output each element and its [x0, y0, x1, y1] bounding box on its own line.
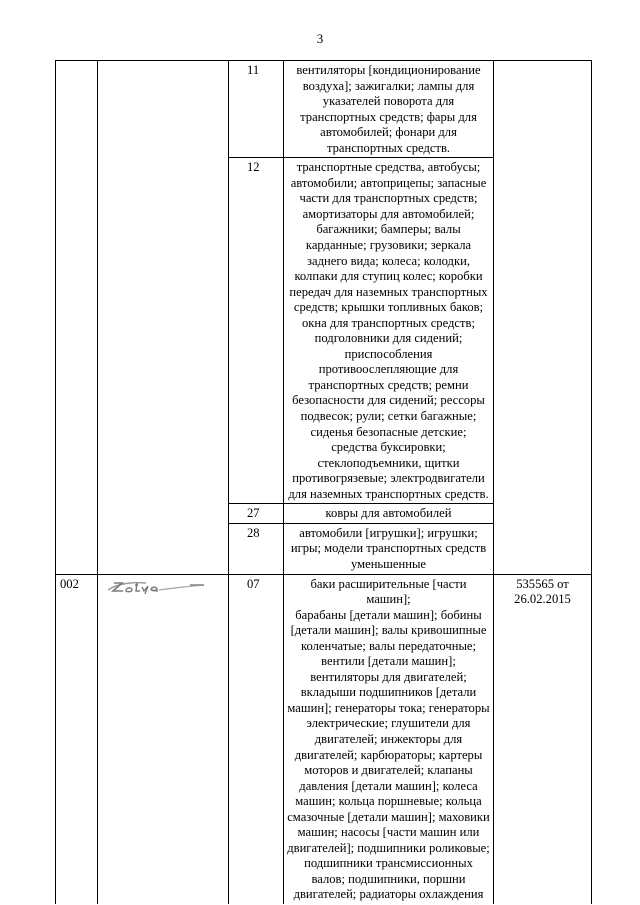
goods-line: двигателей]; подшипники роликовые;: [287, 840, 490, 855]
trademark-cell: [98, 574, 229, 904]
registration-number: 535565 от: [516, 576, 569, 591]
class-number: 11: [229, 61, 284, 158]
goods-list: автомобили [игрушки]; игрушки; игры; модели транспортных средств уменьшенные: [284, 523, 494, 574]
row-number-cell: [56, 61, 98, 575]
goods-line: электрические; глушители для: [306, 716, 471, 731]
goods-line: валов; подшипники, поршни: [311, 871, 466, 886]
table-row: [56, 61, 592, 158]
row-number: 002: [56, 574, 98, 904]
goods-line: двигателей; радиаторы охлаждения: [293, 887, 484, 902]
goods-list: [284, 574, 494, 904]
goods-line: вентиляторы для двигателей;: [310, 669, 467, 684]
goods-line: вкладыши подшипников [детали: [300, 685, 477, 700]
goods-lines: [287, 577, 490, 903]
trademark-cell: [98, 61, 229, 575]
goods-line: барабаны [детали машин]; бобины: [295, 607, 482, 622]
goods-list: ковры для автомобилей: [284, 504, 494, 524]
goods-line: машин; кольца поршневые; кольца: [295, 794, 482, 809]
goods-list: транспортные средства, автобусы; автомобили; автоприцепы; запасные части для транспортных средств; амортизаторы для автомобилей; багажники; бамперы; валы карданные; грузовики; зеркала заднего вида; колеса; колодки, колпаки для ступиц колес; коробки передач для наземных транспортных средств; крышки топливных баков; окна для транспортных средств; подголовники для сидений; приспособления противоослепляющие для транспортных средств; ремни безопасности для сидений; рессоры подвесок; рули; сетки багажные; сиденья безопасные детские; средства буксировки; стеклоподъемники, щитки противогрязевые; электродвигатели для наземных транспортных средств.: [284, 158, 494, 504]
goods-line: моторов и двигателей; клапаны: [304, 763, 473, 778]
page-number: 3: [316, 31, 324, 46]
goods-line: подшипники трансмиссионных: [304, 856, 473, 871]
goods-line: давления [детали машин]; колеса: [299, 778, 478, 793]
goods-line: машин; насосы [части машин или: [297, 825, 480, 840]
registration-date: 26.02.2015: [514, 592, 571, 607]
goods-line: коленчатые; валы передаточные;: [300, 638, 477, 653]
goods-line: вентили [детали машин];: [321, 654, 456, 669]
goods-list: вентиляторы [кондиционирование воздуха]; зажигалки; лампы для указателей поворота для транспортных средств; фары для автомобилей; фонари для транспортных средств.: [284, 61, 494, 158]
class-number: 28: [229, 523, 284, 574]
class-number: 27: [229, 504, 284, 524]
goods-line: двигателей; инжекторы для: [314, 731, 463, 746]
goods-line: баки расширительные [части машин];: [310, 576, 467, 607]
table-row: [56, 574, 592, 904]
trademark-table: [55, 60, 592, 904]
trademark-logo-image: [104, 579, 210, 595]
registration-cell: [494, 61, 592, 575]
registration-cell: [494, 574, 592, 904]
goods-line: двигателей; карбюраторы; картеры: [294, 747, 483, 762]
class-number: 12: [229, 158, 284, 504]
goods-line: [детали машин]; валы кривошипные: [290, 623, 487, 638]
goods-line: машин]; генераторы тока; генераторы: [287, 700, 490, 715]
goods-line: смазочные [детали машин]; маховики: [287, 809, 490, 824]
class-number: 07: [229, 574, 284, 904]
